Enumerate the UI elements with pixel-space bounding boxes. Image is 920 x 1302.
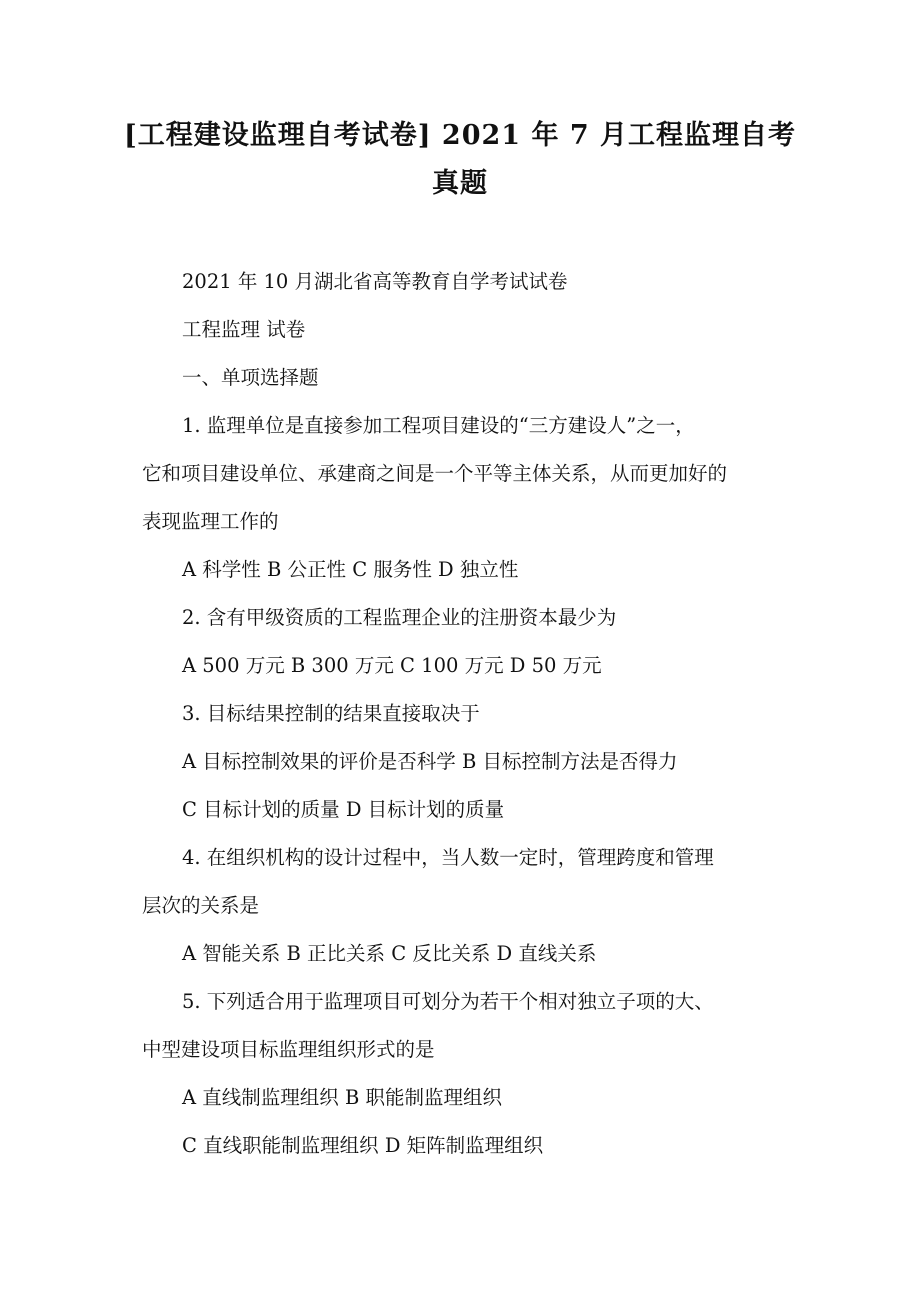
question-5-options-1: A 直线制监理组织 B 职能制监理组织 (182, 1086, 503, 1109)
question-3-options-2: C 目标计划的质量 D 目标计划的质量 (182, 798, 505, 821)
question-2-options: A 500 万元 B 300 万元 C 100 万元 D 50 万元 (182, 654, 602, 677)
question-3-options-1: A 目标控制效果的评价是否科学 B 目标控制方法是否得力 (182, 750, 678, 773)
title-line-1: [工程建设监理自考试卷] 2021 年 7 月工程监理自考 (123, 120, 797, 151)
document-title (120, 112, 800, 208)
question-1-options: A 科学性 B 公正性 C 服务性 D 独立性 (182, 558, 519, 581)
section-heading: 一、单项选择题 (182, 366, 319, 389)
question-1-line-1: 1. 监理单位是直接参加工程项目建设的“三方建设人”之一， (182, 414, 695, 437)
question-1-line-2: 它和项目建设单位、承建商之间是一个平等主体关系，从而更加好的 (142, 462, 728, 485)
subject-line: 工程监理 试卷 (182, 318, 306, 341)
document-body (142, 258, 782, 1170)
question-3-line-1: 3. 目标结果控制的结果直接取决于 (182, 702, 480, 725)
exam-header: 2021 年 10 月湖北省高等教育自学考试试卷 (182, 270, 568, 293)
question-5-line-1: 5. 下列适合用于监理项目可划分为若干个相对独立子项的大、 (182, 990, 714, 1013)
question-1-line-3: 表现监理工作的 (142, 510, 279, 533)
question-4-line-1: 4. 在组织机构的设计过程中，当人数一定时，管理跨度和管理 (182, 846, 714, 869)
question-2-line-1: 2. 含有甲级资质的工程监理企业的注册资本最少为 (182, 606, 617, 629)
title-line-2: 真题 (432, 168, 488, 199)
question-4-line-2: 层次的关系是 (142, 894, 260, 917)
question-5-line-2: 中型建设项目标监理组织形式的是 (142, 1038, 435, 1061)
question-4-options: A 智能关系 B 正比关系 C 反比关系 D 直线关系 (182, 942, 597, 965)
question-5-options-2: C 直线职能制监理组织 D 矩阵制监理组织 (182, 1134, 544, 1157)
